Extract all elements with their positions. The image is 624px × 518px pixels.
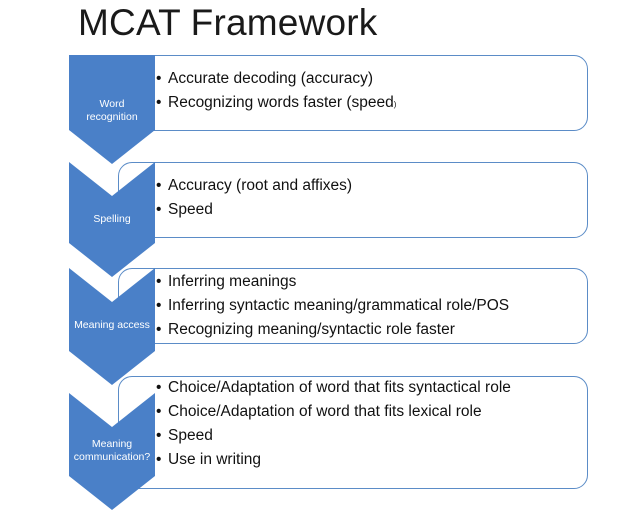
step-1-label bbox=[69, 96, 155, 126]
bullet-item: • Use in writing bbox=[156, 448, 511, 472]
step-2-bullets bbox=[156, 174, 352, 222]
bullet-item: • Choice/Adaptation of word that fits lexical role bbox=[156, 400, 511, 424]
step-1-bullets bbox=[156, 67, 396, 117]
trailing-paren: ) bbox=[393, 100, 397, 109]
step-4-bullets bbox=[156, 376, 511, 472]
bullet-item: • Inferring syntactic meaning/grammatical role/POS bbox=[156, 294, 509, 318]
step-4-label bbox=[69, 436, 155, 466]
step-3-bullets bbox=[156, 270, 509, 342]
step-2-label-text: Spelling bbox=[93, 213, 131, 226]
bullet-item: • Choice/Adaptation of word that fits syntactical role bbox=[156, 376, 511, 400]
bullet-item: • Speed bbox=[156, 198, 352, 222]
bullet-item: • Speed bbox=[156, 424, 511, 448]
bullet-item: • Recognizing meaning/syntactic role faster bbox=[156, 318, 509, 342]
bullet-item: • Accuracy (root and affixes) bbox=[156, 174, 352, 198]
step-1-label-text: Word recognition bbox=[86, 97, 138, 123]
bullet-item: • Accurate decoding (accuracy) bbox=[156, 67, 396, 91]
bullet-item: • Recognizing words faster (speed) bbox=[156, 91, 396, 117]
step-3-label bbox=[69, 311, 155, 341]
step-3-label-text: Meaning access bbox=[74, 319, 150, 332]
step-2-label bbox=[69, 205, 155, 235]
step-4-label-text: Meaning communication? bbox=[73, 437, 151, 463]
diagram-title: MCAT Framework bbox=[78, 2, 378, 43]
bullet-item: • Inferring meanings bbox=[156, 270, 509, 294]
